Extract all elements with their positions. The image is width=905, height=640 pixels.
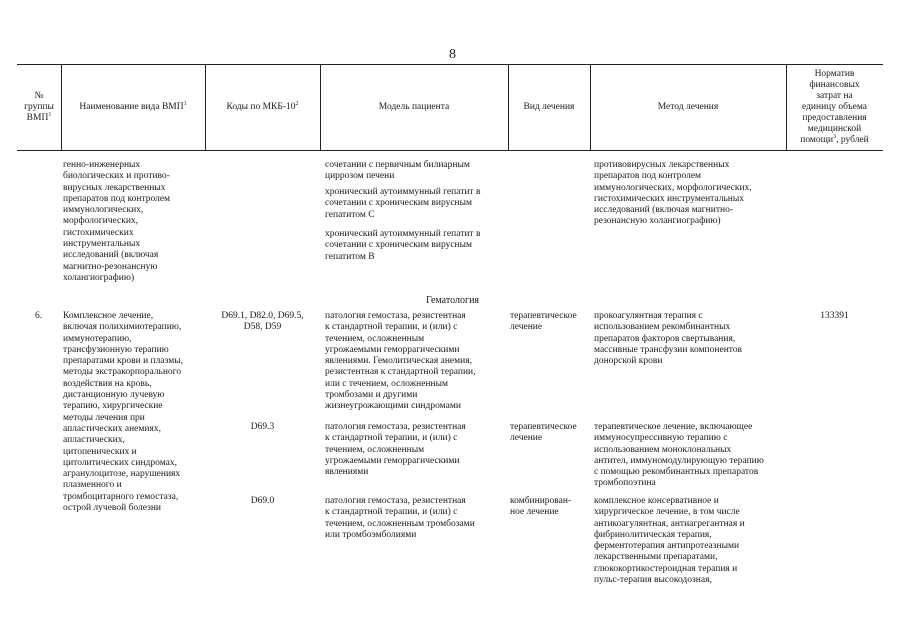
header-vmp-name-text: Наименование вида ВМП xyxy=(79,101,184,112)
header-group-number-text: № группы ВМП xyxy=(24,90,54,123)
footnote-mark: 3 xyxy=(833,133,837,140)
header-cost-norm xyxy=(786,64,883,150)
header-group-number xyxy=(17,64,61,150)
subrow2-treatment-type: терапевтическое лечение xyxy=(510,422,577,444)
header-cost-norm-unit: , рублей xyxy=(836,134,869,145)
footnote-mark: 1 xyxy=(48,111,52,118)
subrow1-treatment-type: терапевтическое лечение xyxy=(510,311,577,333)
header-bottom-border xyxy=(17,150,883,151)
header-treatment-type xyxy=(508,64,590,150)
cont-model-2: хронический аутоиммунный гепатит в сочетании с хроническим вирусным гепатитом С xyxy=(325,187,481,220)
section-title: Гематология xyxy=(425,295,480,306)
subrow3-treatment-type: комбинирован- ное лечение xyxy=(510,496,572,518)
header-patient-model xyxy=(320,64,508,150)
header-treatment-type-text: Вид лечения xyxy=(523,101,575,112)
subrow3-icd-codes: D69.0 xyxy=(250,496,275,506)
subrow2-treatment-method: терапевтическое лечение, включающее иммуносупрессивную терапию с использованием моноклональных антител, иммуномодулирующую терапию с помощью рекомбинантных препаратов тромбопоэтина xyxy=(594,422,764,489)
header-icd-codes-text: Коды по МКБ-10 xyxy=(226,101,296,112)
cont-vmp-name: генно-инженерных биологических и противо- вирусных лекарственных препаратов под контролем иммунологических, морфологических, гистохимических инструментальных исследований (включая магнитно-резонансную холангиографию) xyxy=(63,160,171,283)
page-number: 8 xyxy=(449,47,456,62)
header-icd-codes xyxy=(205,64,320,150)
header-cost-norm-text: Норматив финансовых затрат на единицу объема предоставления медицинской помощи xyxy=(800,68,868,145)
subrow3-treatment-method: комплексное консервативное и хирургическое лечение, в том числе антикоагулянтная, антиагрегантная и фибринолитическая терапия, ферментотерапия антипротеазными лекарственными препаратами, глюкокортикостероидная терапия и пульс-терапия высокодозная, xyxy=(594,496,745,586)
row6-vmp-name: Комплексное лечение, включая полихимиотерапию, иммунотерапию, трансфузионную терапию препаратами крови и плазмы, методы экстракорпорального воздействия на кровь, дистанционную лучевую терапию, хирургические методы лечения при апластических анемиях, апластических, цитопенических и цитолитических синдромах, агранулоцитозе, нарушениях плазменного и тромбоцитарного гемостаза, острой лучевой болезни xyxy=(63,311,183,514)
footnote-mark: 1 xyxy=(183,100,187,107)
subrow1-patient-model: патология гемостаза, резистентная к стандартной терапии, и (или) с течением, осложненным угрожаемыми геморрагическими явлениями. Гемолитическая анемия, резистентная к стандартной терапии, или с течением, осложненным тромбозами и другими жизнеугрожающими синдромами xyxy=(325,311,476,412)
subrow1-icd-codes: D69.1, D82.0, D69.5, D58, D59 xyxy=(221,311,304,333)
row6-number: 6. xyxy=(35,311,43,321)
header-treatment-method-text: Метод лечения xyxy=(657,101,719,112)
subrow1-treatment-method: прокоагулянтная терапия с использованием рекомбинантных препаратов факторов свертывания, массивные трансфузии компонентов донорской крови xyxy=(594,311,743,367)
row6-cost-norm: 133391 xyxy=(820,311,849,321)
header-vmp-name xyxy=(61,64,205,150)
subrow3-patient-model: патология гемостаза, резистентная к стандартной терапии, и (или) с течением, осложненным тромбозами или тромбоэмболиями xyxy=(325,496,475,540)
cont-model-3: хронический аутоиммунный гепатит в сочетании с хроническим вирусным гепатитом В xyxy=(325,229,481,262)
cont-method: противовирусных лекарственных препаратов под контролем иммунологических, морфологических, гистохимических инструментальных исследований (включая магнитно- резонансную холангиографию) xyxy=(594,160,752,227)
subrow2-icd-codes: D69.3 xyxy=(250,422,275,432)
subrow2-patient-model: патология гемостаза, резистентная к стандартной терапии, и (или) с течением, осложненным угрожаемыми геморрагическими явлениями xyxy=(325,422,466,478)
header-treatment-method xyxy=(590,64,786,150)
cont-model-1: сочетании с первичным билиарным циррозом печени xyxy=(325,160,470,182)
footnote-mark: 2 xyxy=(295,100,299,107)
header-patient-model-text: Модель пациента xyxy=(378,101,450,112)
